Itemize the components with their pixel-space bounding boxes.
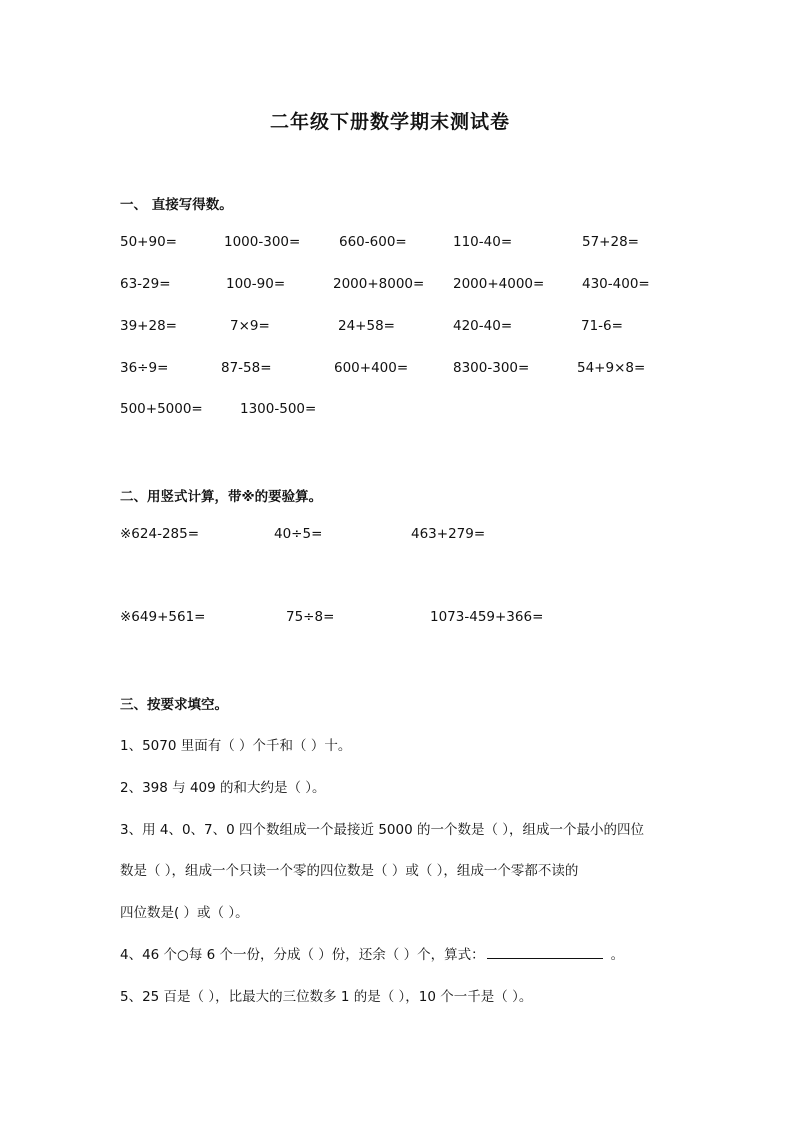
problem: 660-600= bbox=[339, 234, 407, 250]
problem: 57+28= bbox=[582, 234, 639, 250]
problem: 430-400= bbox=[582, 276, 650, 292]
question-4-end: 。 bbox=[610, 947, 625, 963]
problem: 1300-500= bbox=[240, 401, 317, 417]
problem: 110-40= bbox=[453, 234, 513, 250]
problem: 36÷9= bbox=[120, 360, 169, 376]
question-1: 1、5070 里面有（ ）个千和（ ）十。 bbox=[120, 738, 352, 754]
problem: 2000+4000= bbox=[453, 276, 545, 292]
problem: 63-29= bbox=[120, 276, 171, 292]
problem: 75÷8= bbox=[286, 609, 335, 625]
problem: 87-58= bbox=[221, 360, 272, 376]
section-1-heading: 一、 直接写得数。 bbox=[120, 197, 233, 213]
problem: ※649+561= bbox=[120, 609, 206, 625]
problem: 420-40= bbox=[453, 318, 513, 334]
problem: 7×9= bbox=[230, 318, 270, 334]
question-3-line-1: 3、用 4、0、7、0 四个数组成一个最接近 5000 的一个数是（ ），组成一个最小的四位 bbox=[120, 822, 645, 838]
problem: 50+90= bbox=[120, 234, 177, 250]
section-2-heading: 二、用竖式计算，带※的要验算。 bbox=[120, 489, 323, 505]
problem: 100-90= bbox=[226, 276, 286, 292]
question-2: 2、398 与 409 的和大约是（ ）。 bbox=[120, 780, 326, 796]
problem: 8300-300= bbox=[453, 360, 530, 376]
question-4 bbox=[120, 943, 624, 963]
page-title: 二年级下册数学期末测试卷 bbox=[270, 111, 511, 133]
problem: 500+5000= bbox=[120, 401, 203, 417]
problem: ※624-285= bbox=[120, 526, 200, 542]
question-5: 5、25 百是（ ），比最大的三位数多 1 的是（ ），10 个一千是（ ）。 bbox=[120, 989, 533, 1005]
question-3-line-3: 四位数是( ）或（ ）。 bbox=[120, 905, 249, 921]
problem: 39+28= bbox=[120, 318, 177, 334]
problem: 71-6= bbox=[581, 318, 623, 334]
problem: 40÷5= bbox=[274, 526, 323, 542]
problem: 2000+8000= bbox=[333, 276, 425, 292]
section-3-heading: 三、按要求填空。 bbox=[120, 697, 228, 713]
answer-line bbox=[487, 946, 603, 959]
problem: 54+9×8= bbox=[577, 360, 646, 376]
problem: 1073-459+366= bbox=[430, 609, 544, 625]
question-3-line-2: 数是（ ），组成一个只读一个零的四位数是（ ）或（ ），组成一个零都不读的 bbox=[120, 863, 579, 879]
problem: 600+400= bbox=[334, 360, 409, 376]
problem: 24+58= bbox=[338, 318, 395, 334]
problem: 1000-300= bbox=[224, 234, 301, 250]
question-4-text: 4、46 个○每 6 个一份，分成（ ）份，还余（ ）个，算式： bbox=[120, 947, 485, 963]
problem: 463+279= bbox=[411, 526, 486, 542]
